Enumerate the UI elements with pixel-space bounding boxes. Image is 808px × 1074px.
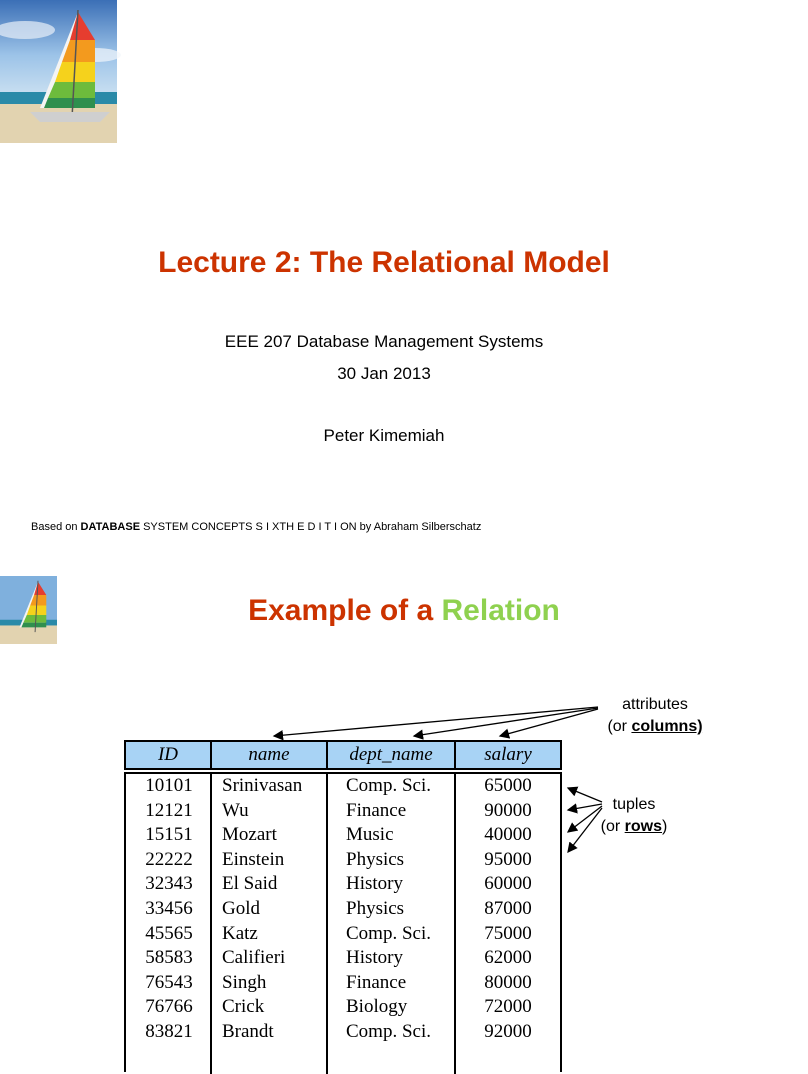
table-row [126,971,560,996]
tuples-label: tuples [612,796,656,813]
lecture-date: 30 Jan 2013 [337,364,431,383]
arrow-to-name-column [274,707,598,736]
table-body [124,772,562,1072]
arrow-to-dept-column [414,708,598,736]
cell-id: 10101 [145,775,193,796]
attributes-label: attributes [622,696,688,713]
cell-name: Srinivasan [222,775,303,796]
table-row [126,946,560,971]
cell-salary: 80000 [484,971,532,993]
column-header-salary: salary [484,744,532,765]
cell-id: 15151 [145,824,193,846]
table-row [126,995,560,1020]
title-part-2: Relation [441,594,560,627]
tuples-sublabel-emph: rows [624,818,662,835]
tuples-note [584,794,684,838]
cell-name: Katz [222,922,258,944]
relation-example-slide [0,570,768,1042]
cell-id: 83821 [145,1021,193,1042]
table-row [126,774,560,799]
cell-id: 45565 [145,922,193,944]
cell-id: 76766 [145,996,193,1018]
cell-dept-name: Music [346,824,394,846]
cell-salary: 60000 [484,873,532,895]
attributes-sublabel-prefix: (or [607,718,632,735]
table-row [126,872,560,897]
cell-dept-name: Physics [346,898,405,919]
cell-id: 58583 [145,947,193,969]
lecture-title: Lecture 2: The Relational Model [158,246,610,279]
cell-id: 32343 [145,873,193,895]
sailboat-beach-icon [0,0,117,143]
column-header-name: name [212,742,328,768]
cell-dept-name: History [346,873,403,895]
cell-id: 12121 [145,799,193,821]
author-name: Peter Kimemiah [323,426,445,445]
cell-id: 76543 [145,971,193,993]
cell-name: Gold [222,898,260,919]
attribute-arrows [274,707,598,736]
cell-name: Califieri [222,947,286,969]
cell-dept-name: Comp. Sci. [346,1021,431,1042]
table-row [126,1020,560,1045]
cell-salary: 40000 [484,824,532,846]
credit-prefix: Based on [31,521,81,533]
source-credit [31,521,481,533]
cell-id: 33456 [145,898,193,919]
cell-name: Singh [222,971,267,993]
cell-name: Brandt [222,1021,274,1042]
cell-name: Crick [222,996,265,1018]
cell-name: El Said [222,873,278,895]
attributes-sublabel [590,716,720,738]
cell-dept-name: Biology [346,996,408,1018]
table-row [126,897,560,922]
cell-salary: 72000 [484,996,532,1018]
tuples-sublabel [584,816,684,838]
cell-salary: 90000 [484,799,532,821]
attributes-sublabel-emph: columns) [631,718,703,735]
cell-name: Einstein [222,848,285,870]
cell-salary: 95000 [484,848,532,870]
cell-name: Mozart [222,824,277,846]
table-row [126,799,560,824]
table-header [124,740,562,770]
cell-salary: 92000 [484,1021,532,1042]
cell-dept-name: Comp. Sci. [346,922,431,944]
table-row [126,823,560,848]
slide-title [0,594,808,628]
title-part-1: Example of a [248,594,442,627]
tuples-sublabel-suffix: ) [662,818,668,835]
arrow-to-salary-column [500,709,598,736]
column-header-dept-name: dept_name [328,742,456,768]
attributes-note [590,694,720,738]
table-row [126,922,560,947]
table-row [126,848,560,873]
cell-dept-name: Comp. Sci. [346,775,431,796]
cell-dept-name: Finance [346,971,407,993]
course-name: EEE 207 Database Management Systems [224,332,544,351]
cell-salary: 87000 [484,898,532,919]
sailboat-image [0,0,117,143]
cell-dept-name: Physics [346,848,405,870]
cell-dept-name: Finance [346,799,407,821]
credit-bold: DATABASE [80,521,141,533]
cell-salary: 65000 [484,775,532,796]
tuples-sublabel-prefix: (or [600,818,625,835]
cell-salary: 75000 [484,922,532,944]
cell-id: 22222 [145,848,193,870]
cell-salary: 62000 [484,947,532,969]
credit-rest: SYSTEM CONCEPTS S I XTH E D I T I ON by Abraham Silberschatz [140,521,482,533]
cell-name: Wu [222,799,249,821]
column-header-id: ID [126,742,212,768]
cell-dept-name: History [346,947,403,969]
